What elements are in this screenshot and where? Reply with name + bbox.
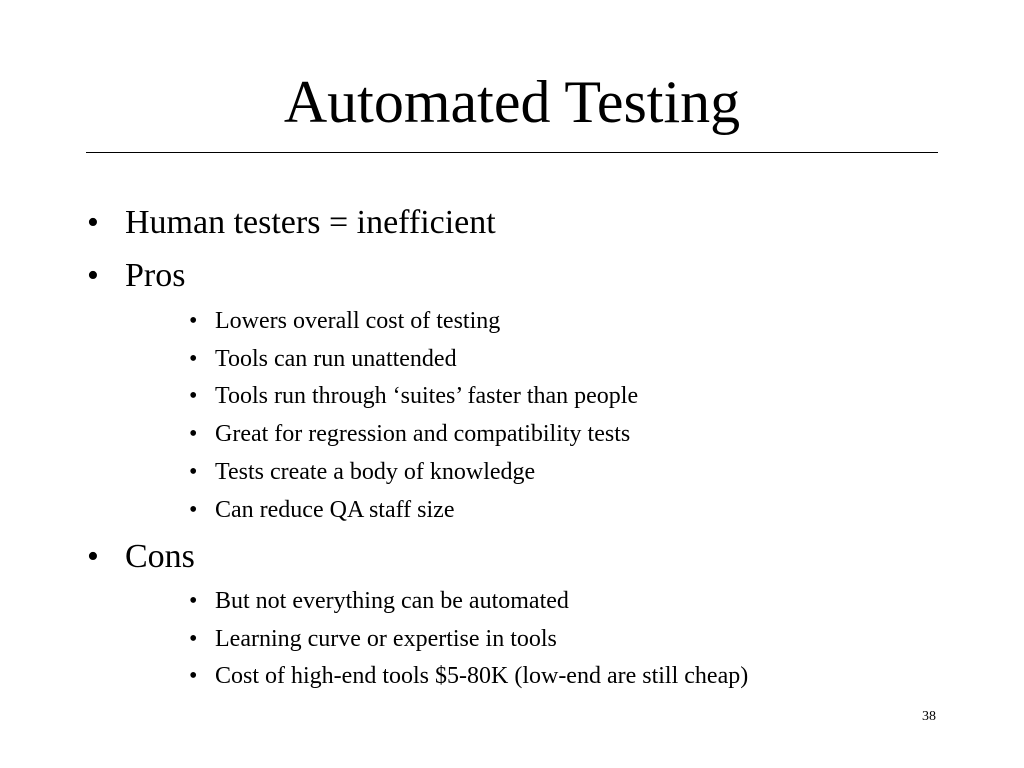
sub-bullet-dot-icon: • bbox=[189, 383, 198, 409]
bullet-text: Human testers = inefficient bbox=[125, 204, 496, 241]
sub-bullet-text: Lowers overall cost of testing bbox=[215, 308, 501, 334]
sub-bullet-item bbox=[189, 383, 639, 409]
bullet-item bbox=[87, 257, 186, 294]
bullet-item bbox=[87, 204, 496, 241]
bullet-text: Pros bbox=[125, 257, 186, 294]
bullet-dot-icon: • bbox=[87, 257, 99, 294]
sub-bullet-item bbox=[189, 346, 457, 372]
sub-bullet-dot-icon: • bbox=[189, 308, 198, 334]
sub-bullet-text: Tools can run unattended bbox=[215, 346, 457, 372]
sub-bullet-dot-icon: • bbox=[189, 346, 198, 372]
bullet-dot-icon: • bbox=[87, 204, 99, 241]
slide-title: Automated Testing bbox=[283, 69, 741, 135]
sub-bullet-text: Tools run through ‘suites’ faster than people bbox=[215, 383, 639, 409]
sub-bullet-dot-icon: • bbox=[189, 459, 198, 485]
page-number: 38 bbox=[922, 709, 936, 724]
sub-bullet-text: Can reduce QA staff size bbox=[215, 497, 455, 523]
sub-bullet-text: Tests create a body of knowledge bbox=[215, 459, 536, 485]
bullet-item bbox=[87, 538, 195, 575]
sub-bullet-item bbox=[189, 308, 501, 334]
sub-bullet-dot-icon: • bbox=[189, 626, 198, 652]
sub-bullet-item bbox=[189, 663, 749, 689]
sub-bullet-item bbox=[189, 588, 569, 614]
sub-bullet-dot-icon: • bbox=[189, 421, 198, 447]
sub-bullet-item bbox=[189, 497, 455, 523]
sub-bullet-item bbox=[189, 626, 557, 652]
bullet-dot-icon: • bbox=[87, 538, 99, 575]
bullet-text: Cons bbox=[125, 538, 195, 575]
sub-bullet-dot-icon: • bbox=[189, 663, 198, 689]
sub-bullet-item bbox=[189, 421, 631, 447]
sub-bullet-dot-icon: • bbox=[189, 588, 198, 614]
sub-bullet-dot-icon: • bbox=[189, 497, 198, 523]
sub-bullet-text: Cost of high-end tools $5-80K (low-end are still cheap) bbox=[215, 663, 749, 689]
sub-bullet-text: Learning curve or expertise in tools bbox=[215, 626, 557, 652]
sub-bullet-text: Great for regression and compatibility tests bbox=[215, 421, 631, 447]
sub-bullet-item bbox=[189, 459, 536, 485]
sub-bullet-text: But not everything can be automated bbox=[215, 588, 569, 614]
